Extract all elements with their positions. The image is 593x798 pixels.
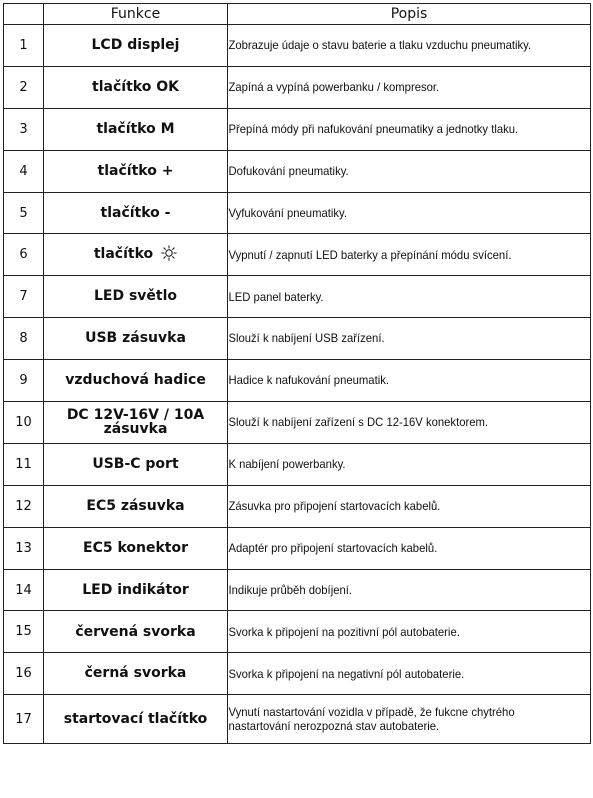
row-description: Hadice k nafukování pneumatik.: [228, 360, 569, 402]
row-function: tlačítko -: [44, 192, 228, 234]
row-description: Zásuvka pro připojení startovacích kabelů.: [228, 485, 569, 527]
row-number: 1: [4, 25, 44, 67]
row-number: 11: [4, 443, 44, 485]
table-row: [4, 402, 591, 444]
table-row: [4, 25, 591, 67]
row-number: 14: [4, 569, 44, 611]
table-row: [4, 527, 591, 569]
header-description: Popis: [228, 4, 591, 25]
table-row: [4, 234, 591, 276]
row-function: USB-C port: [44, 443, 228, 485]
row-function-label: tlačítko: [93, 246, 154, 263]
row-function: EC5 zásuvka: [44, 485, 228, 527]
row-number: 4: [4, 150, 44, 192]
table-row: [4, 66, 591, 108]
row-function: [44, 234, 228, 276]
row-function: LED indikátor: [44, 569, 228, 611]
row-number: 17: [4, 695, 44, 744]
table-row: [4, 485, 591, 527]
table-row: [4, 192, 591, 234]
row-number: 2: [4, 66, 44, 108]
row-number: 9: [4, 360, 44, 402]
row-number: 7: [4, 276, 44, 318]
row-description: Svorka k připojení na pozitivní pól autobaterie.: [228, 611, 569, 653]
row-number: 8: [4, 318, 44, 360]
row-description: Slouží k nabíjení zařízení s DC 12-16V konektorem.: [228, 402, 569, 444]
row-number: 6: [4, 234, 44, 276]
row-description: Zobrazuje údaje o stavu baterie a tlaku vzduchu pneumatiky.: [228, 25, 569, 67]
row-description: Indikuje průběh dobíjení.: [228, 569, 569, 611]
table-row: [4, 108, 591, 150]
row-number: 16: [4, 653, 44, 695]
row-function: EC5 konektor: [44, 527, 228, 569]
row-description: Zapíná a vypíná powerbanku / kompresor.: [228, 66, 569, 108]
table-row: [4, 318, 591, 360]
row-function: LCD displej: [44, 25, 228, 67]
table-row: [4, 150, 591, 192]
row-function: černá svorka: [44, 653, 228, 695]
row-function: tlačítko +: [44, 150, 228, 192]
row-description: Vynutí nastartování vozidla v případě, že fukcne chytrého nastartování nerozpozná stav autobaterie.: [228, 695, 569, 744]
table-row: [4, 276, 591, 318]
header-number: [4, 4, 44, 25]
row-description: Vypnutí / zapnutí LED baterky a přepínání módu svícení.: [228, 234, 569, 276]
row-description: K nabíjení powerbanky.: [228, 443, 569, 485]
row-number: 12: [4, 485, 44, 527]
row-description: Adaptér pro připojení startovacích kabelů.: [228, 527, 569, 569]
row-function: LED světlo: [44, 276, 228, 318]
row-function: vzduchová hadice: [44, 360, 228, 402]
table-row: [4, 653, 591, 695]
row-number: 13: [4, 527, 44, 569]
row-function: tlačítko M: [44, 108, 228, 150]
row-description: Svorka k připojení na negativní pól autobaterie.: [228, 653, 569, 695]
row-function: tlačítko OK: [44, 66, 228, 108]
table-header-row: [4, 4, 591, 25]
row-description: Dofukování pneumatiky.: [228, 150, 569, 192]
row-number: 10: [4, 402, 44, 444]
table-row: [4, 443, 591, 485]
function-table: [3, 3, 591, 744]
row-function: červená svorka: [44, 611, 228, 653]
header-function: Funkce: [44, 4, 228, 25]
row-description: Vyfukování pneumatiky.: [228, 192, 569, 234]
table-row: [4, 695, 591, 744]
table-row: [4, 611, 591, 653]
sun-icon: [161, 245, 177, 265]
row-description: Přepíná módy při nafukování pneumatiky a jednotky tlaku.: [228, 108, 569, 150]
row-number: 15: [4, 611, 44, 653]
row-function: USB zásuvka: [44, 318, 228, 360]
row-number: 3: [4, 108, 44, 150]
table-row: [4, 360, 591, 402]
row-description: Slouží k nabíjení USB zařízení.: [228, 318, 569, 360]
row-function: DC 12V-16V / 10A zásuvka: [44, 402, 228, 444]
table-row: [4, 569, 591, 611]
row-description: LED panel baterky.: [228, 276, 569, 318]
row-number: 5: [4, 192, 44, 234]
row-function: startovací tlačítko: [44, 695, 228, 744]
